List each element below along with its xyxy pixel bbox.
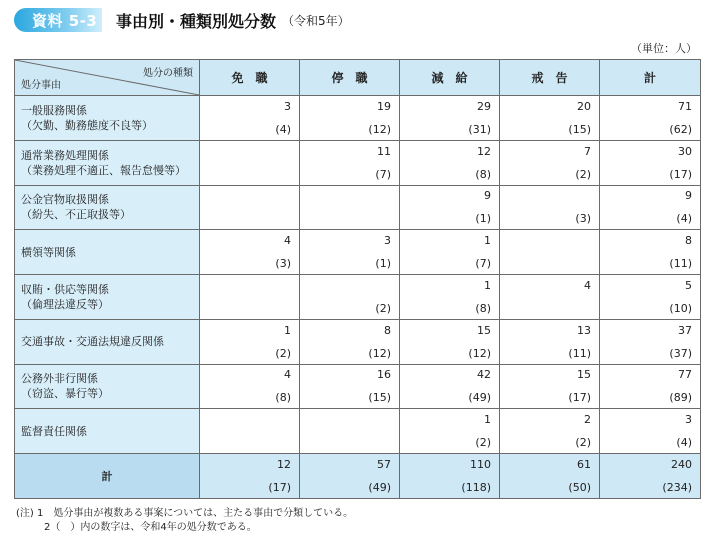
current-year-count: 13	[577, 323, 591, 337]
table-cell	[400, 96, 500, 141]
table-cell	[600, 275, 701, 320]
corner-bottom-label: 処分事由	[21, 80, 61, 91]
table-cell	[600, 454, 701, 499]
current-year-count: 240	[671, 458, 692, 472]
previous-year-count: (11)	[568, 346, 591, 360]
previous-year-count	[300, 211, 391, 226]
column-header: 計	[600, 60, 701, 96]
table-cell	[300, 409, 400, 454]
previous-year-count: (3)	[275, 257, 291, 271]
row-label	[15, 185, 200, 230]
current-year-count	[200, 188, 291, 203]
table-cell	[300, 185, 400, 230]
table-header-row	[15, 60, 701, 96]
row-label-main: 監督責任関係	[21, 424, 87, 438]
previous-year-count: (1)	[375, 257, 391, 271]
table-cell	[300, 454, 400, 499]
table-cell	[300, 96, 400, 141]
current-year-count: 8	[685, 234, 692, 248]
previous-year-count: (2)	[475, 436, 491, 450]
current-year-count: 77	[678, 368, 692, 382]
table-row	[15, 364, 701, 409]
current-year-count: 2	[584, 413, 591, 427]
current-year-count: 12	[277, 458, 291, 472]
previous-year-count: (4)	[676, 212, 692, 226]
previous-year-count: (12)	[368, 346, 391, 360]
current-year-count: 4	[284, 368, 291, 382]
current-year-count: 71	[678, 99, 692, 113]
document-badge	[14, 8, 102, 32]
previous-year-count: (1)	[475, 212, 491, 226]
current-year-count: 15	[477, 323, 491, 337]
previous-year-count: (50)	[568, 481, 591, 495]
column-header: 戒 告	[500, 60, 600, 96]
current-year-count: 1	[284, 323, 291, 337]
table-corner-cell	[15, 60, 200, 96]
previous-year-count: (4)	[676, 436, 692, 450]
table-cell	[200, 409, 300, 454]
row-label-detail: （倫理法違反等）	[21, 297, 109, 311]
current-year-count: 15	[577, 368, 591, 382]
row-label	[15, 140, 200, 185]
table-cell	[500, 364, 600, 409]
previous-year-count: (2)	[375, 301, 391, 315]
table-cell	[200, 364, 300, 409]
previous-year-count: (3)	[575, 212, 591, 226]
previous-year-count: (15)	[568, 122, 591, 136]
previous-year-count: (31)	[468, 122, 491, 136]
unit-label: （単位：人）	[631, 42, 697, 55]
previous-year-count: (49)	[468, 391, 491, 405]
previous-year-count	[200, 211, 291, 226]
previous-year-count	[300, 435, 391, 450]
row-label: 計	[15, 454, 200, 499]
previous-year-count: (7)	[375, 167, 391, 181]
table-cell	[200, 140, 300, 185]
table-cell	[600, 185, 701, 230]
table-cell	[400, 275, 500, 320]
current-year-count: 42	[477, 368, 491, 382]
previous-year-count: (37)	[669, 346, 692, 360]
table-cell	[300, 140, 400, 185]
table-cell	[300, 364, 400, 409]
current-year-count	[300, 188, 391, 203]
current-year-count: 20	[577, 99, 591, 113]
current-year-count: 1	[484, 278, 491, 292]
row-label-main: 公務外非行関係	[21, 372, 98, 386]
table-cell	[500, 140, 600, 185]
current-year-count: 9	[484, 189, 491, 203]
current-year-count	[200, 412, 291, 427]
previous-year-count: (15)	[368, 391, 391, 405]
current-year-count: 57	[377, 458, 391, 472]
current-year-count: 30	[678, 144, 692, 158]
row-label-detail: （欠勤、勤務態度不良等）	[21, 118, 153, 132]
table-cell	[600, 409, 701, 454]
previous-year-count: (2)	[275, 346, 291, 360]
table-row	[15, 319, 701, 364]
table-cell	[200, 275, 300, 320]
previous-year-count: (17)	[568, 391, 591, 405]
table-cell	[200, 230, 300, 275]
current-year-count: 1	[484, 234, 491, 248]
previous-year-count: (10)	[669, 301, 692, 315]
previous-year-count: (17)	[669, 167, 692, 181]
disciplinary-table	[14, 59, 701, 499]
column-header: 免 職	[200, 60, 300, 96]
current-year-count: 16	[377, 368, 391, 382]
current-year-count: 19	[377, 99, 391, 113]
current-year-count: 11	[377, 144, 391, 158]
table-cell	[600, 319, 701, 364]
table-cell	[500, 409, 600, 454]
table-cell	[300, 275, 400, 320]
footnotes	[16, 507, 353, 535]
row-label-main: 収賄・供応等関係	[21, 282, 109, 296]
table-cell	[500, 185, 600, 230]
previous-year-count: (89)	[669, 391, 692, 405]
table-row	[15, 140, 701, 185]
table-row	[15, 409, 701, 454]
table-cell	[200, 454, 300, 499]
table-cell	[400, 454, 500, 499]
previous-year-count: (7)	[475, 257, 491, 271]
table-cell	[400, 140, 500, 185]
table-cell	[500, 319, 600, 364]
current-year-count: 29	[477, 99, 491, 113]
previous-year-count: (8)	[475, 301, 491, 315]
row-label-main: 横領等関係	[21, 245, 76, 259]
table-cell	[500, 96, 600, 141]
previous-year-count	[500, 301, 591, 316]
previous-year-count: (234)	[662, 481, 692, 495]
table-cell	[600, 230, 701, 275]
current-year-count: 1	[484, 413, 491, 427]
column-header: 停 職	[300, 60, 400, 96]
current-year-count: 3	[284, 99, 291, 113]
table-total-row	[15, 454, 701, 499]
previous-year-count	[200, 167, 291, 182]
row-label	[15, 96, 200, 141]
previous-year-count: (49)	[368, 481, 391, 495]
row-label-detail: （業務処理不適正、報告怠慢等）	[21, 163, 186, 177]
previous-year-count	[200, 301, 291, 316]
row-label	[15, 275, 200, 320]
current-year-count	[500, 188, 591, 203]
current-year-count: 4	[284, 234, 291, 248]
column-header: 減 給	[400, 60, 500, 96]
previous-year-count: (11)	[669, 257, 692, 271]
current-year-count: 12	[477, 144, 491, 158]
row-label-main: 公金官物取扱関係	[21, 193, 109, 207]
badge-label: 資料 5-3	[32, 11, 98, 30]
current-year-count: 8	[384, 323, 391, 337]
current-year-count	[200, 144, 291, 159]
row-label-main: 交通事故・交通法規違反関係	[21, 335, 164, 349]
table-cell	[200, 319, 300, 364]
row-label	[15, 409, 200, 454]
page-title: 事由別・種類別処分数	[116, 11, 277, 31]
table-cell	[600, 96, 701, 141]
table-cell	[600, 140, 701, 185]
row-label-main: 通常業務処理関係	[21, 148, 109, 162]
previous-year-count: (62)	[669, 122, 692, 136]
row-label-detail: （紛失、不正取扱等）	[21, 208, 131, 222]
table-cell	[600, 364, 701, 409]
current-year-count	[500, 233, 591, 248]
current-year-count: 37	[678, 323, 692, 337]
current-year-count: 3	[384, 234, 391, 248]
row-label	[15, 364, 200, 409]
corner-top-label: 処分の種類	[143, 68, 193, 79]
document-header	[14, 7, 350, 33]
table-cell	[200, 185, 300, 230]
previous-year-count: (12)	[468, 346, 491, 360]
table-cell	[400, 319, 500, 364]
current-year-count: 3	[685, 413, 692, 427]
current-year-count: 7	[584, 144, 591, 158]
previous-year-count: (8)	[475, 167, 491, 181]
current-year-count	[200, 278, 291, 293]
table-cell	[500, 275, 600, 320]
table-row	[15, 275, 701, 320]
table-cell	[300, 319, 400, 364]
previous-year-count: (2)	[575, 436, 591, 450]
row-label-main: 一般服務関係	[21, 103, 87, 117]
table-cell	[400, 409, 500, 454]
table-row	[15, 185, 701, 230]
table-cell	[400, 230, 500, 275]
previous-year-count: (17)	[268, 481, 291, 495]
previous-year-count: (2)	[575, 167, 591, 181]
row-label	[15, 230, 200, 275]
table-cell	[200, 96, 300, 141]
table-cell	[500, 454, 600, 499]
page-subtitle: （令和5年）	[282, 13, 350, 28]
current-year-count	[300, 412, 391, 427]
previous-year-count: (4)	[275, 122, 291, 136]
current-year-count: 61	[577, 458, 591, 472]
table-cell	[400, 185, 500, 230]
previous-year-count	[200, 435, 291, 450]
current-year-count: 4	[584, 278, 591, 292]
table-cell	[300, 230, 400, 275]
previous-year-count	[500, 256, 591, 271]
row-label	[15, 319, 200, 364]
previous-year-count: (12)	[368, 122, 391, 136]
table-cell	[500, 230, 600, 275]
table-row	[15, 230, 701, 275]
table-cell	[400, 364, 500, 409]
footnote-2: 2（ ）内の数字は、令和4年の処分数である。	[44, 522, 257, 533]
previous-year-count: (8)	[275, 391, 291, 405]
row-label-detail: （窃盗、暴行等）	[21, 387, 109, 401]
current-year-count: 110	[470, 458, 491, 472]
current-year-count: 5	[685, 278, 692, 292]
previous-year-count: (118)	[461, 481, 491, 495]
current-year-count	[300, 278, 391, 293]
table-row	[15, 96, 701, 141]
current-year-count: 9	[685, 189, 692, 203]
footnote-1: (注) 1 処分事由が複数ある事案については、主たる事由で分類している。	[16, 508, 354, 519]
